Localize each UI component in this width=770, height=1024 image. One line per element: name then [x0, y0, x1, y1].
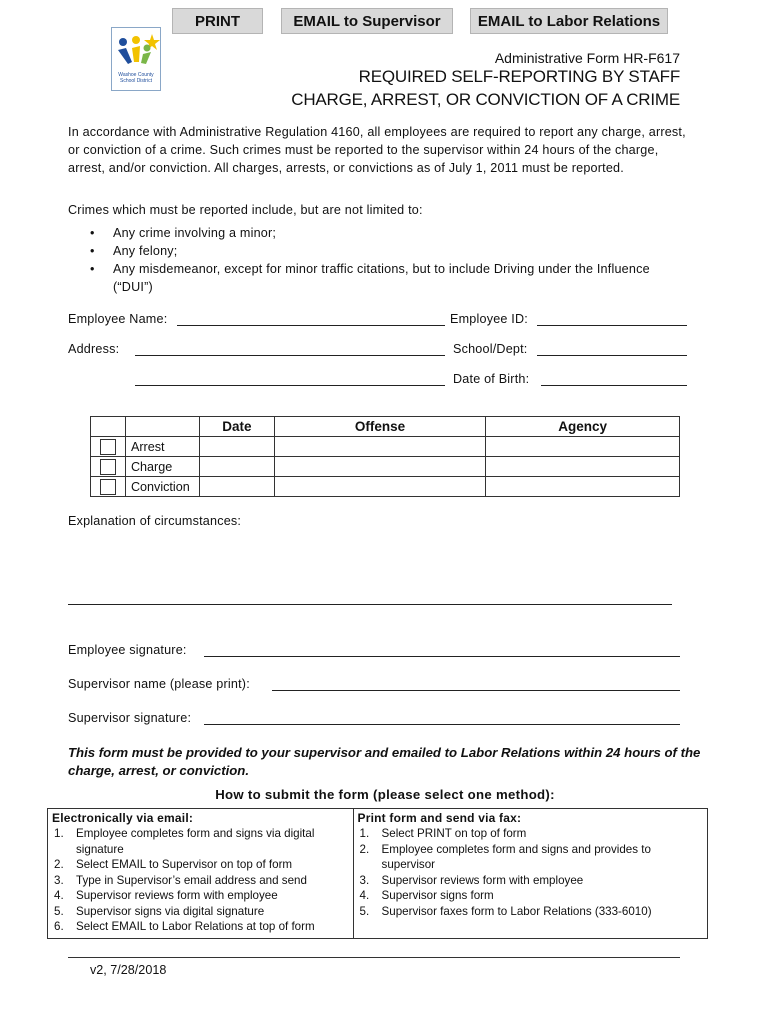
table-row: [91, 437, 680, 457]
fax-method-title: Print form and send via fax:: [357, 811, 522, 825]
row-label-conviction: Conviction: [125, 477, 199, 497]
row-label-charge: Charge: [125, 457, 199, 477]
arrest-date-cell[interactable]: [199, 437, 274, 457]
email-supervisor-button[interactable]: EMAIL to Supervisor: [281, 8, 453, 34]
conviction-agency-cell[interactable]: [486, 477, 680, 497]
svg-text:School District: School District: [120, 78, 152, 84]
print-button[interactable]: PRINT: [172, 8, 263, 34]
school-dept-label: School/Dept:: [453, 342, 528, 356]
crime-table: [90, 416, 680, 497]
school-dept-field[interactable]: [537, 355, 687, 356]
charge-offense-cell[interactable]: [274, 457, 486, 477]
charge-checkbox[interactable]: [100, 459, 116, 475]
row-label-arrest: Arrest: [125, 437, 199, 457]
list-item: 1. Employee completes form and signs via digital signature: [54, 827, 315, 856]
employee-signature-label: Employee signature:: [68, 643, 187, 657]
table-header-row: [91, 417, 680, 437]
form-title-line1: REQUIRED SELF-REPORTING BY STAFF: [358, 67, 680, 86]
fax-steps-list: [358, 826, 703, 919]
methods-heading: How to submit the form (please select one method):: [215, 787, 555, 802]
email-method-title: Electronically via email:: [52, 811, 194, 825]
list-item: • Any misdemeanor, except for minor traffic citations, but to include Driving under the Influence (“DUI”): [90, 262, 650, 294]
footer-divider: [68, 957, 680, 958]
conviction-offense-cell[interactable]: [274, 477, 486, 497]
column-header-date: Date: [199, 417, 274, 437]
methods-table: [47, 808, 708, 939]
list-item: 4. Supervisor signs form: [359, 889, 494, 902]
date-of-birth-label: Date of Birth:: [453, 372, 530, 386]
supervisor-signature-field[interactable]: [204, 724, 680, 725]
list-item: 5. Supervisor faxes form to Labor Relations (333-6010): [359, 904, 652, 918]
charge-date-cell[interactable]: [199, 457, 274, 477]
intro-paragraph: In accordance with Administrative Regulation 4160, all employees are required to report any charge, arrest, or conviction of a crime. Such crimes must be reported to the supervisor within 24 hours of the charge, arrest, and/or conviction. All charges, arrests, or convictions as of July 1, 2011 must be reported.: [68, 125, 686, 175]
form-id: Administrative Form HR-F617: [494, 50, 680, 66]
district-logo: [111, 27, 161, 91]
employee-id-field[interactable]: [537, 325, 687, 326]
list-item: 5. Supervisor signs via digital signature: [54, 904, 265, 918]
address-field-line2[interactable]: [135, 385, 445, 386]
submission-notice: This form must be provided to your supervisor and emailed to Labor Relations within 24 hours of the charge, arrest, or conviction.: [68, 745, 701, 778]
list-item: • Any crime involving a minor;: [90, 226, 277, 240]
list-item: 2. Employee completes form and signs and provides to supervisor: [359, 842, 651, 871]
fax-method-cell: [353, 809, 707, 939]
crimes-intro: Crimes which must be reported include, but are not limited to:: [68, 203, 423, 217]
arrest-agency-cell[interactable]: [486, 437, 680, 457]
table-row: [91, 457, 680, 477]
date-of-birth-field[interactable]: [541, 385, 687, 386]
conviction-checkbox[interactable]: [100, 479, 116, 495]
email-labor-relations-button[interactable]: EMAIL to Labor Relations: [470, 8, 668, 34]
supervisor-name-field[interactable]: [272, 690, 680, 691]
arrest-checkbox[interactable]: [100, 439, 116, 455]
employee-signature-field[interactable]: [204, 656, 680, 657]
explanation-field[interactable]: [68, 530, 672, 605]
table-row: [91, 477, 680, 497]
arrest-offense-cell[interactable]: [274, 437, 486, 457]
address-label: Address:: [68, 342, 120, 356]
employee-name-label: Employee Name:: [68, 312, 168, 326]
list-item: 6. Select EMAIL to Labor Relations at top of form: [54, 920, 315, 933]
list-item: • Any felony;: [90, 244, 178, 258]
employee-name-field[interactable]: [177, 325, 445, 326]
conviction-date-cell[interactable]: [199, 477, 274, 497]
explanation-label: Explanation of circumstances:: [68, 514, 242, 528]
form-title-line2: CHARGE, ARREST, OR CONVICTION OF A CRIME: [291, 90, 680, 109]
list-item: 1. Select PRINT on top of form: [359, 827, 527, 840]
list-item: 4. Supervisor reviews form with employee: [54, 889, 278, 902]
list-item: 2. Select EMAIL to Supervisor on top of form: [54, 858, 293, 871]
supervisor-name-label: Supervisor name (please print):: [68, 677, 250, 691]
address-field-line1[interactable]: [135, 355, 445, 356]
employee-id-label: Employee ID:: [450, 312, 528, 326]
column-header-agency: Agency: [486, 417, 680, 437]
column-header-offense: Offense: [274, 417, 486, 437]
list-item: 3. Supervisor reviews form with employee: [359, 873, 584, 887]
svg-text:Washoe County: Washoe County: [118, 72, 154, 78]
list-item: 3. Type in Supervisor’s email address and send: [54, 873, 307, 887]
district-logo-icon: [112, 28, 160, 90]
supervisor-signature-label: Supervisor signature:: [68, 711, 192, 725]
crimes-list: [68, 224, 688, 296]
charge-agency-cell[interactable]: [486, 457, 680, 477]
version-label: v2, 7/28/2018: [90, 963, 167, 977]
email-method-cell: [48, 809, 354, 939]
email-steps-list: [52, 826, 349, 935]
